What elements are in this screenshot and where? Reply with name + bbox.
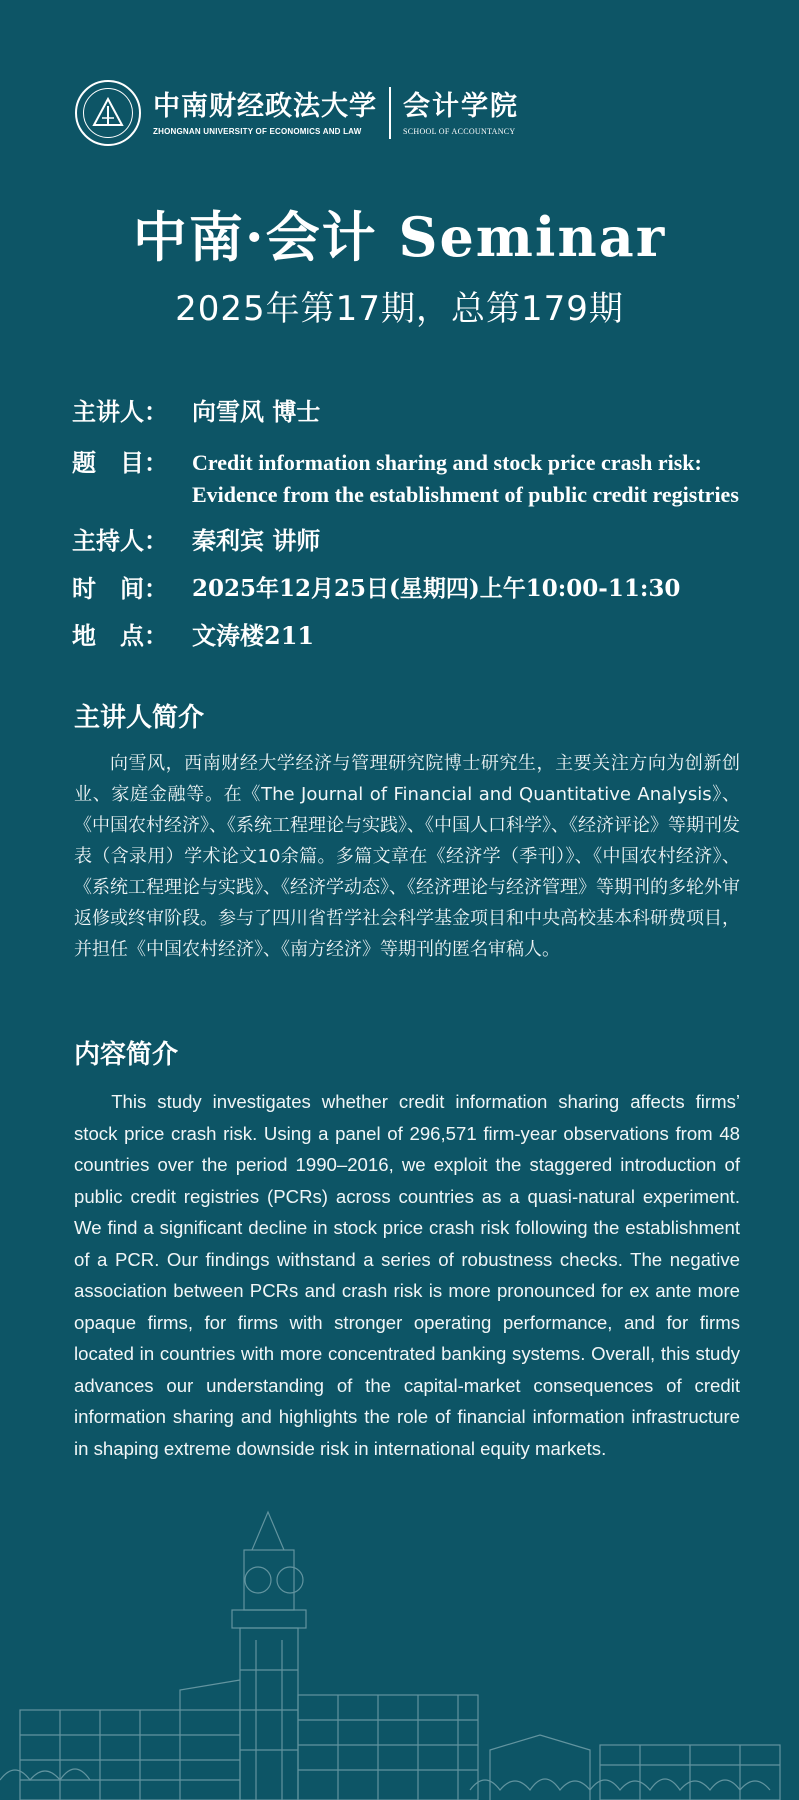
bio-text: 向雪风，西南财经大学经济与管理研究院博士研究生，主要关注方向为创新创业、家庭金融等。在《The Journal of Financial and Quantitative Analysis》、《中国农村经济》、《系统工程理论与实践》、《中国人口科学》、《经济评论》等期刊发表（含录用）学术论文10余篇。多篇文章在《经济学（季刊）》、《中国农村经济》、《系统工程理论与实践》、《经济学动态》、《经济理论与经济管理》等期刊的多轮外审返修或终审阶段。参与了四川省哲学社会科学基金项目和中央高校基本科研费项目，并担任《中国农村经济》、《南方经济》等期刊的匿名审稿人。 <box>74 753 740 960</box>
time-value: 2025年12月25日(星期四)上午10:00-11:30 <box>192 575 681 602</box>
university-name <box>153 91 377 136</box>
place-value: 文涛楼211 <box>192 621 315 650</box>
place-block <box>72 620 314 652</box>
bio-heading: 主讲人简介 <box>74 703 205 733</box>
host-value: 秦利宾 讲师 <box>192 526 321 555</box>
time-row <box>72 573 680 605</box>
topic-line-2: Evidence from the establishment of public credit registries <box>192 482 739 507</box>
topic-line-1: Credit information sharing and stock price crash risk: <box>192 450 702 475</box>
topic-row <box>72 447 739 511</box>
university-name-en: ZHONGNAN UNIVERSITY OF ECONOMICS AND LAW <box>153 126 362 136</box>
time-block <box>72 573 680 605</box>
school-name-cn: 会计学院 <box>403 90 519 122</box>
topic-block <box>72 447 739 511</box>
seminar-issue: 2025年第17期，总第179期 <box>175 289 624 329</box>
school-name-en: SCHOOL OF ACCOUNTANCY <box>403 126 516 136</box>
abstract-heading: 内容简介 <box>74 1040 179 1070</box>
speaker-label: 主讲人： <box>72 398 168 426</box>
header-logo <box>75 80 519 146</box>
campus-clock-tower-illustration <box>0 1480 799 1800</box>
host-label: 主持人： <box>72 527 168 555</box>
topic-label: 题 目： <box>72 449 168 477</box>
event-info <box>72 396 320 428</box>
place-label: 地 点： <box>72 622 168 650</box>
place-row <box>72 620 314 652</box>
logo-divider <box>389 87 391 139</box>
abstract-text: This study investigates whether credit information sharing affects firms’ stock price crash risk. Using a panel of 296,571 firm-year observations from 48 countries over the period 1990–2016, we exploit the staggered introduction of public credit registries (PCRs) across countries as a quasi-natural experiment. We find a significant decline in stock price crash risk following the establishment of a PCR. Our findings withstand a series of robustness checks. The negative association between PCRs and crash risk is more pronounced for ex ante more opaque firms, for firms with stronger operating performance, and for firms located in countries with more concentrated banking systems. Overall, this study advances our understanding of the capital-market consequences of credit information sharing and highlights the role of financial information infrastructure in shaping extreme downside risk in international equity markets. <box>74 1091 740 1459</box>
university-name-cn: 中南财经政法大学 <box>153 90 377 122</box>
university-seal-icon <box>75 80 141 146</box>
seminar-title: 中南·会计 Seminar <box>132 205 667 269</box>
host-row <box>72 525 320 557</box>
speaker-row <box>72 396 320 428</box>
speaker-value: 向雪风 博士 <box>192 397 321 426</box>
host-block <box>72 525 320 557</box>
time-label: 时 间： <box>72 575 168 603</box>
school-name <box>403 91 519 136</box>
